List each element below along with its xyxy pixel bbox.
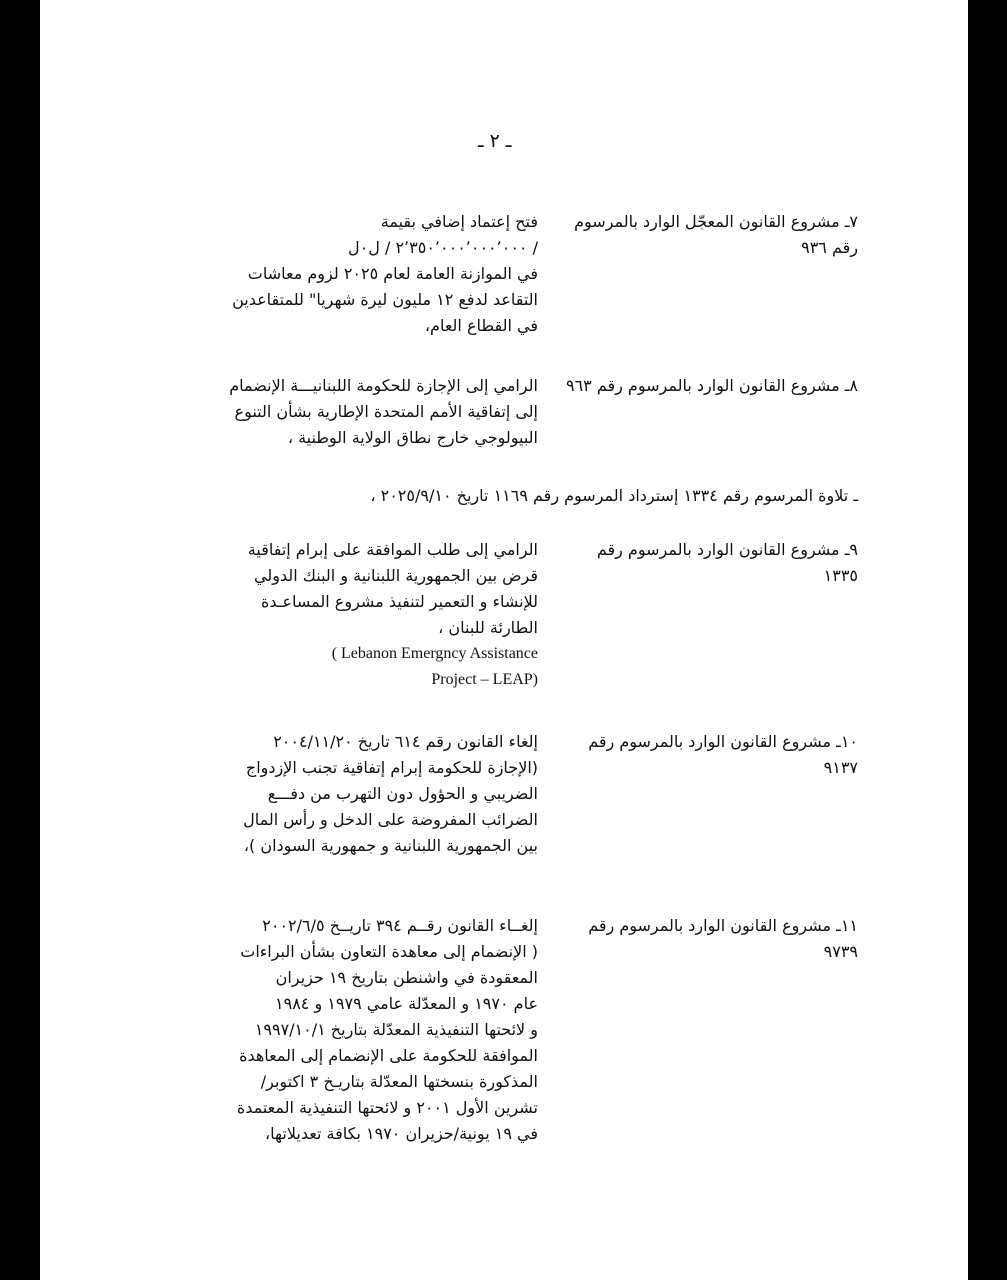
desc-line: في القطاع العام، [424,316,538,335]
desc-line: في الموازنة العامة لعام ٢٠٢٥ لزوم معاشات [247,264,538,283]
item-7-label: ٧ـ مشروع القانون المعجّل الوارد بالمرسوم رقم ٩٣٦ [574,212,858,257]
agenda-list [138,209,858,1147]
item-8 [138,373,858,483]
desc-line: التقاعد لدفع ١٢ مليون ليرة شهريا" للمتقاعدين [232,290,538,309]
desc-line: إلغاء القانون رقم ٦١٤ تاريخ ٢٠٠٤/١١/٢٠ [273,732,538,751]
item-8-description [138,373,538,451]
item-9-label: ٩ـ مشروع القانون الوارد بالمرسوم رقم ١٣٣٥ [596,540,858,585]
item-7-description [138,209,538,339]
desc-line: (الإجازة للحكومة إبرام إتفاقية تجنب الإزدواج [245,758,538,777]
desc-line: المذكورة بنسختها المعدّلة بتاريـخ ٣ اكتوبر/ [260,1072,538,1091]
item-10-label: ١٠ـ مشروع القانون الوارد بالمرسوم رقم ٩١٣٧ [588,732,858,777]
item-11 [138,913,858,1147]
desc-line: إلغــاء القانون رقــم ٣٩٤ تاريــخ ٢٠٠٢/٦/٥ [262,916,538,935]
english-line: Project – LEAP) [431,671,538,688]
item-11-label: ١١ـ مشروع القانون الوارد بالمرسوم رقم ٩٧٣٩ [588,916,858,961]
desc-line: في ١٩ يونية/حزيران ١٩٧٠ بكافة تعديلاتها، [265,1124,538,1143]
desc-line: للإنشاء و التعمير لتنفيذ مشروع المساعـدة [260,592,538,611]
desc-line: البيولوجي خارج نطاق الولاية الوطنية ، [287,428,538,447]
desc-line: تشرين الأول ٢٠٠١ و لائحتها التنفيذية المعتمدة [236,1098,538,1117]
page-number: ـ ٢ ـ [478,130,512,152]
desc-line: ( الإنضمام إلى معاهدة التعاون بشأن البراءات [240,942,538,961]
item-9-description [138,537,538,693]
desc-line: الضريبي و الحؤول دون التهرب من دفـــع [267,784,538,803]
decree-reading-note: ـ تلاوة المرسوم رقم ١٣٣٤ إسترداد المرسوم رقم ١١٦٩ تاريخ ٢٠٢٥/٩/١٠ ، [370,486,858,505]
document-page [40,0,968,1280]
english-line: ( Lebanon Emergncy Assistance [331,645,538,662]
desc-line: الرامي إلى طلب الموافقة على إبرام إتفاقية [247,540,538,559]
desc-line: إلى إتفاقية الأمم المتحدة الإطارية بشأن التنوع [234,402,538,421]
desc-line: فتح إعتماد إضافي بقيمة [380,212,538,231]
desc-line: و لائحتها التنفيذية المعدّلة بتاريخ ١٩٩٧/١٠/١ [254,1020,538,1039]
desc-line: المعقودة في واشنطن بتاريخ ١٩ حزيران [275,968,538,987]
desc-line: قرض بين الجمهورية اللبنانية و البنك الدولي [254,566,538,585]
item-10 [138,729,858,913]
item-10-description [138,729,538,859]
item-9 [138,537,858,729]
item-7 [138,209,858,373]
desc-line: / ٢٬٣٥٠٬٠٠٠٬٠٠٠٬٠٠٠ / ل٠ل [348,238,538,257]
desc-line: بين الجمهورية اللبنانية و جمهورية السودان )، [243,836,538,855]
desc-line: الضرائب المفروضة على الدخل و رأس المال [243,810,538,829]
desc-line: عام ١٩٧٠ و المعدّلة عامي ١٩٧٩ و ١٩٨٤ [275,994,538,1013]
item-8-label: ٨ـ مشروع القانون الوارد بالمرسوم رقم ٩٦٣ [565,376,858,395]
desc-line: الموافقة للحكومة على الإنضمام إلى المعاهدة [239,1046,538,1065]
desc-line: الرامي إلى الإجازة للحكومة اللبنانيـــة الإنضمام [229,376,538,395]
desc-line: الطارئة للبنان ، [438,618,538,637]
item-11-description [138,913,538,1147]
